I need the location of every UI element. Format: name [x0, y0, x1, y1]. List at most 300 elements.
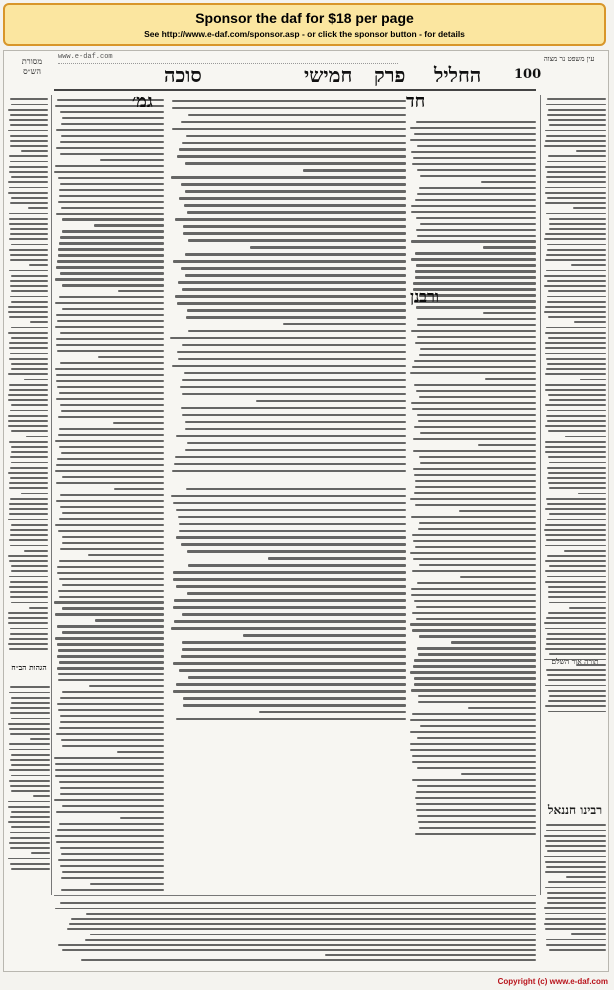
text-line [10, 545, 48, 547]
text-line [417, 815, 536, 817]
text-line [548, 119, 606, 121]
text-line [545, 913, 606, 915]
text-line [545, 928, 606, 930]
text-line [54, 799, 164, 801]
text-line [483, 312, 536, 314]
text-line [9, 342, 48, 344]
text-line [415, 546, 536, 548]
text-line [9, 482, 48, 484]
text-line [545, 861, 606, 863]
text-line [185, 274, 406, 276]
text-line [56, 338, 164, 340]
bottom-rule [54, 895, 536, 896]
text-line [56, 344, 164, 346]
text-line [9, 513, 48, 515]
text-line [58, 673, 164, 675]
text-line [90, 883, 164, 885]
text-line [11, 404, 48, 406]
text-line [243, 634, 406, 636]
text-line [176, 683, 406, 685]
sponsor-title[interactable]: Sponsor the daf for $18 per page [195, 10, 414, 26]
text-line [414, 659, 536, 661]
text-line [420, 223, 536, 225]
text-line [182, 393, 406, 395]
text-line [411, 588, 536, 590]
text-line [10, 816, 50, 818]
text-line [60, 494, 164, 496]
text-line [11, 697, 50, 699]
text-line [416, 264, 536, 266]
text-line [10, 135, 48, 137]
text-line [8, 612, 48, 614]
text-line [59, 296, 164, 298]
text-line [185, 421, 406, 423]
text-line [418, 695, 536, 697]
text-line [420, 432, 536, 434]
text-line [55, 908, 536, 910]
text-line [172, 100, 406, 102]
text-line [412, 163, 536, 165]
text-line [60, 153, 164, 155]
text-line [9, 508, 48, 510]
text-line [548, 316, 606, 318]
text-line [544, 529, 606, 531]
text-line [9, 358, 48, 360]
text-line [29, 264, 48, 266]
text-line [548, 337, 606, 339]
text-line [548, 472, 606, 474]
text-line [89, 685, 164, 687]
text-line [418, 420, 536, 422]
text-line [26, 436, 48, 438]
text-line [547, 301, 606, 303]
text-line [10, 296, 48, 298]
text-line [61, 877, 164, 879]
text-line [548, 679, 606, 681]
text-line [59, 661, 164, 663]
text-line [545, 130, 606, 132]
text-line [9, 384, 48, 386]
text-line [549, 565, 606, 567]
text-line [57, 829, 164, 831]
text-line [416, 618, 536, 620]
text-line [546, 830, 606, 832]
text-line [547, 902, 606, 904]
text-line [10, 733, 50, 735]
text-line [548, 690, 606, 692]
text-line [176, 509, 406, 511]
text-line [547, 555, 606, 557]
text-line [11, 244, 48, 246]
text-line [544, 923, 606, 925]
text-line [56, 380, 164, 382]
text-line [416, 390, 536, 392]
text-line [181, 267, 406, 269]
text-line [420, 462, 536, 464]
text-line [544, 856, 606, 858]
text-line [414, 683, 536, 685]
text-line [564, 550, 606, 552]
text-line [11, 764, 50, 766]
text-line [544, 285, 606, 287]
text-line [178, 516, 406, 518]
text-line [57, 572, 164, 574]
text-line [414, 426, 536, 428]
text-line [56, 213, 164, 215]
text-line [547, 519, 606, 521]
text-line [547, 114, 606, 116]
text-line [548, 456, 606, 458]
text-line [182, 344, 406, 346]
text-line [410, 719, 536, 721]
text-line [187, 309, 406, 311]
text-line [8, 130, 48, 132]
text-line [182, 648, 406, 650]
text-line [181, 655, 406, 657]
text-line [10, 832, 50, 834]
text-line [11, 446, 48, 448]
text-line [62, 631, 164, 633]
text-line [413, 157, 536, 159]
text-line [546, 176, 606, 178]
text-line [58, 709, 164, 711]
text-line [182, 379, 406, 381]
text-line [10, 145, 48, 147]
text-line [420, 348, 536, 350]
text-line [56, 733, 164, 735]
text-line [11, 868, 50, 870]
text-line [544, 907, 606, 909]
text-line [8, 622, 48, 624]
text-line [177, 302, 406, 304]
text-line [268, 557, 406, 559]
text-line [548, 290, 606, 292]
text-line [120, 817, 164, 819]
text-line [410, 749, 536, 751]
text-line [415, 270, 536, 272]
text-line [9, 749, 50, 751]
rabbeinu-chananel-title: רבינו חננאל [547, 803, 603, 817]
text-line [61, 739, 164, 741]
text-line [81, 959, 536, 961]
text-line [8, 373, 48, 375]
text-line [10, 686, 50, 688]
text-line [468, 707, 536, 709]
text-line [419, 456, 536, 458]
text-line [11, 811, 50, 813]
text-line [175, 218, 406, 220]
text-line [546, 358, 606, 360]
text-line [417, 169, 536, 171]
text-line [10, 202, 48, 204]
text-line [57, 260, 164, 262]
text-line [545, 871, 606, 873]
text-line [410, 139, 536, 141]
text-line [188, 676, 406, 678]
text-line [61, 889, 164, 891]
text-line [58, 434, 164, 436]
copyright-notice[interactable]: Copyright (c) www.e-daf.com [497, 977, 608, 986]
text-line [545, 918, 606, 920]
rabbeinu-chananel-text [544, 821, 606, 951]
text-line [549, 124, 606, 126]
text-line [415, 199, 536, 201]
text-line [177, 155, 406, 157]
text-line [9, 249, 48, 251]
text-line [545, 524, 606, 526]
text-line [412, 713, 536, 715]
text-line [545, 845, 606, 847]
text-line [549, 487, 606, 489]
text-line [58, 530, 164, 532]
text-line [55, 302, 164, 304]
text-line [565, 436, 606, 438]
text-line [11, 104, 48, 106]
text-line [62, 949, 536, 951]
text-line [410, 127, 536, 129]
text-line [548, 586, 606, 588]
text-line [545, 545, 606, 547]
text-line [185, 253, 406, 255]
text-line [419, 564, 536, 566]
text-line [9, 213, 48, 215]
text-line [172, 128, 406, 130]
text-line [86, 913, 536, 915]
text-line [10, 161, 48, 163]
text-line [576, 150, 606, 152]
text-line [30, 738, 50, 740]
text-line [8, 858, 50, 860]
text-line [9, 692, 50, 694]
text-line [545, 648, 606, 650]
text-line [179, 523, 406, 525]
chapter-name: החליל [434, 63, 482, 87]
text-line [61, 452, 164, 454]
text-line [9, 780, 50, 782]
perek-label: פרק [374, 63, 406, 87]
text-line [545, 140, 606, 142]
text-line [410, 372, 536, 374]
hagahot-notes [8, 683, 50, 873]
text-line [58, 590, 164, 592]
text-line [8, 399, 48, 401]
text-line [9, 842, 50, 844]
text-line [417, 767, 536, 769]
text-line [185, 449, 406, 451]
text-line [8, 643, 48, 645]
text-line [62, 745, 164, 747]
tractate-name: סוכה [164, 63, 202, 87]
text-line [9, 187, 48, 189]
text-line [417, 145, 536, 147]
text-line [9, 728, 50, 730]
text-line [419, 354, 536, 356]
text-line [547, 363, 606, 365]
text-line [33, 795, 50, 797]
text-line [9, 270, 48, 272]
text-line [9, 223, 48, 225]
text-line [62, 512, 164, 514]
rashi-column [410, 117, 536, 837]
text-line [10, 759, 50, 761]
text-line [183, 232, 406, 234]
text-line [60, 847, 164, 849]
text-line [548, 711, 606, 713]
text-line [10, 477, 48, 479]
text-line [58, 177, 164, 179]
text-line [173, 690, 406, 692]
text-line [30, 321, 48, 323]
text-line [412, 629, 536, 631]
text-line [174, 463, 406, 465]
text-line [545, 685, 606, 687]
text-line [60, 272, 164, 274]
talmud-page [3, 50, 609, 972]
text-line [90, 934, 536, 936]
text-line [11, 790, 50, 792]
sponsor-banner[interactable] [3, 3, 606, 46]
text-line [420, 175, 536, 177]
text-line [8, 332, 48, 334]
text-line [416, 803, 536, 805]
text-line [545, 389, 606, 391]
text-line [546, 643, 606, 645]
text-line [548, 394, 606, 396]
text-line [172, 470, 406, 472]
text-line [547, 171, 606, 173]
text-line [414, 474, 536, 476]
text-line [571, 264, 606, 266]
text-line [545, 570, 606, 572]
text-line [172, 365, 406, 367]
text-line [57, 320, 164, 322]
text-line [545, 581, 606, 583]
text-line [59, 518, 164, 520]
text-line [60, 183, 164, 185]
text-line [547, 674, 606, 676]
text-line [11, 337, 48, 339]
text-line [546, 617, 606, 619]
text-line [85, 939, 536, 941]
text-line [8, 311, 48, 313]
text-line [188, 564, 406, 566]
text-line [412, 779, 536, 781]
text-line [181, 543, 406, 545]
text-line [548, 155, 606, 157]
text-line [8, 806, 50, 808]
text-line [10, 785, 50, 787]
text-line [549, 399, 606, 401]
text-line [175, 295, 406, 297]
text-line [58, 416, 164, 418]
text-line [10, 498, 48, 500]
text-line [415, 480, 536, 482]
text-line [10, 410, 48, 412]
text-line [410, 552, 536, 554]
text-line [56, 811, 164, 813]
text-line [55, 524, 164, 526]
text-line [415, 833, 536, 835]
text-line [55, 165, 164, 167]
text-line [61, 123, 164, 125]
text-line [174, 620, 406, 622]
text-line [546, 254, 606, 256]
sponsor-subtitle[interactable]: See http://www.e-daf.com/sponsor.asp - or click the sponsor button - for details [144, 29, 465, 39]
text-line [545, 404, 606, 406]
text-line [55, 613, 164, 615]
text-line [578, 493, 606, 495]
text-line [58, 679, 164, 681]
text-line [60, 141, 164, 143]
text-line [11, 462, 48, 464]
text-line [545, 192, 606, 194]
header-rule [54, 89, 536, 91]
text-line [547, 420, 606, 422]
text-line [417, 414, 536, 416]
text-line [415, 504, 536, 506]
text-line [60, 332, 164, 334]
text-line [8, 723, 50, 725]
text-line [548, 612, 606, 614]
text-line [186, 135, 406, 137]
text-line [10, 712, 50, 714]
text-line [9, 503, 48, 505]
text-line [179, 148, 406, 150]
text-line [61, 853, 164, 855]
text-line [187, 442, 406, 444]
text-line [187, 211, 406, 213]
text-line [173, 571, 406, 573]
text-line [414, 492, 536, 494]
text-line [546, 824, 606, 826]
text-line [10, 529, 48, 531]
text-line [545, 166, 606, 168]
text-line [28, 207, 48, 209]
text-line [9, 576, 48, 578]
text-line [114, 488, 164, 490]
text-line [62, 308, 164, 310]
text-line [10, 228, 48, 230]
text-line [545, 347, 606, 349]
text-line [9, 487, 48, 489]
text-line [95, 619, 164, 621]
text-line [417, 737, 536, 739]
gemara-marker-top: גמ׳ [132, 91, 153, 112]
text-line [9, 389, 48, 391]
text-line [11, 430, 48, 432]
text-line [62, 117, 164, 119]
text-line [544, 835, 606, 837]
text-line [545, 332, 606, 334]
text-line [9, 539, 48, 541]
text-line [56, 129, 164, 131]
text-line [10, 581, 48, 583]
text-line [60, 506, 164, 508]
text-line [547, 181, 606, 183]
text-line [415, 276, 536, 278]
text-line [9, 218, 48, 220]
text-line [59, 823, 164, 825]
text-line [411, 240, 536, 242]
text-line [412, 612, 536, 614]
text-line [416, 121, 536, 123]
text-line [303, 169, 406, 171]
text-line [547, 244, 606, 246]
text-line [58, 944, 536, 946]
text-line [180, 386, 406, 388]
text-line [55, 637, 164, 639]
text-line [55, 278, 164, 280]
